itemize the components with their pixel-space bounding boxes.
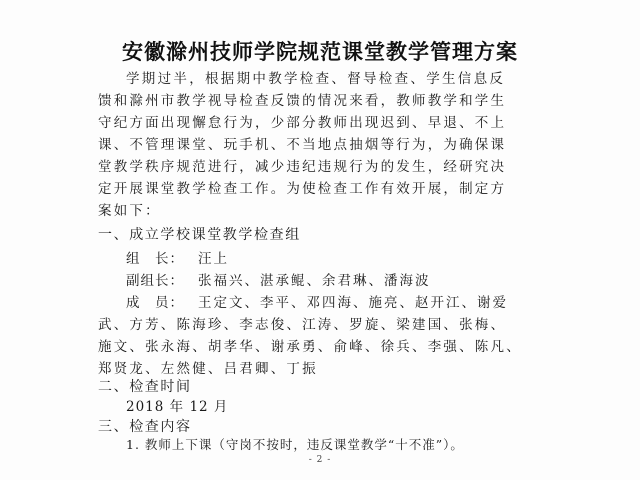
section-2-content: 2018 年 12 月	[126, 399, 229, 415]
intro-line-5: 堂教学秩序规范进行，减少违纪违规行为的发生，经研究决	[98, 159, 507, 175]
section-3-heading: 三、检查内容	[98, 419, 192, 435]
intro-line-6: 定开展课堂教学检查工作。为使检查工作有效开展，制定方	[98, 181, 507, 197]
intro-line-4: 课、不管理课堂、玩手机、不当地点抽烟等行为，为确保课	[98, 137, 507, 153]
leader-role-label: 组 长：	[126, 251, 184, 267]
section-1-heading: 一、成立学校课堂教学检查组	[98, 227, 301, 243]
member-role-label: 成 员：	[126, 295, 184, 311]
deputy-names: 张福兴、湛承鲲、余君琳、潘海波	[198, 273, 431, 289]
member-names-line-4: 郑贤龙、左然健、吕君卿、丁振	[98, 361, 318, 377]
document-title: 安徽滁州技师学院规范课堂教学管理方案	[122, 40, 518, 64]
intro-line-2: 馈和滁州市教学视导检查反馈的情况来看，教师教学和学生	[98, 93, 507, 109]
leader-row	[126, 250, 229, 268]
intro-line-7: 案如下：	[98, 203, 161, 219]
member-row	[126, 294, 508, 312]
intro-line-3: 守纪方面出现懈怠行为，少部分教师出现迟到、早退、不上	[98, 115, 507, 131]
page-number: - 2 -	[308, 455, 332, 465]
section-3-item-1: 1. 教师上下课（守岗不按时，违反课堂教学“十不准”）。	[126, 437, 464, 452]
intro-line-1: 学期过半，根据期中教学检查、督导检查、学生信息反	[126, 71, 506, 87]
section-2-heading: 二、检查时间	[98, 379, 192, 395]
leader-names: 汪上	[198, 251, 229, 267]
member-names-line-1: 王定文、李平、邓四海、施亮、赵开江、谢爱	[198, 295, 508, 311]
deputy-role-label: 副组长：	[126, 273, 184, 289]
member-names-line-2: 武、方芳、陈海珍、李志俊、江涛、罗旋、梁建国、张梅、	[98, 317, 507, 333]
deputy-row	[126, 272, 431, 290]
member-names-line-3: 施文、张永海、胡孝华、谢承勇、俞峰、徐兵、李强、陈凡、	[98, 339, 522, 355]
